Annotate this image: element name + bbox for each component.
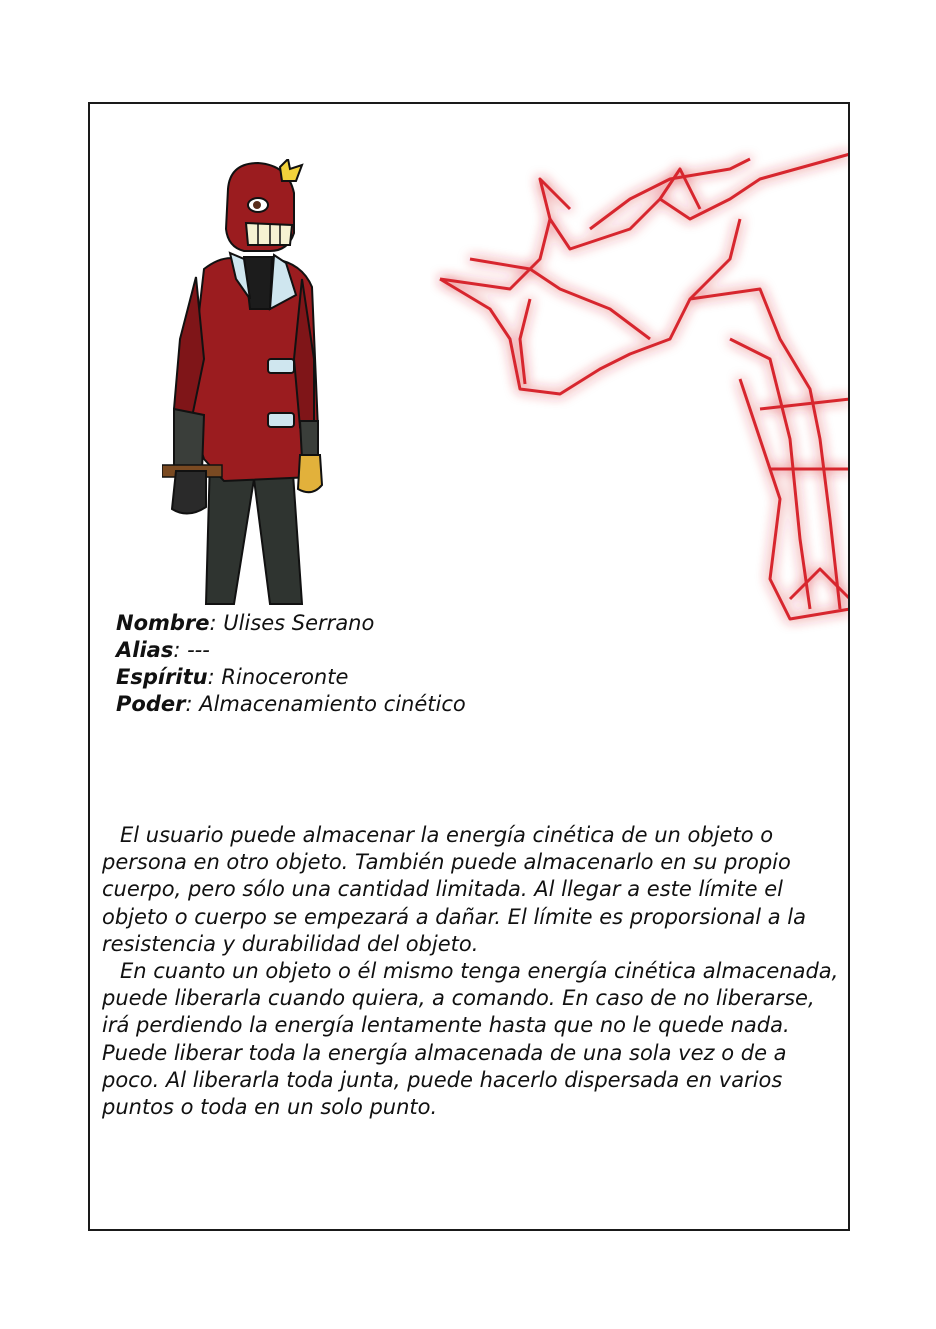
name-row — [116, 610, 466, 637]
separator: : — [185, 692, 200, 716]
separator: : — [173, 638, 188, 662]
masked-character-illustration — [162, 159, 342, 609]
power-label: Poder — [116, 692, 186, 716]
profile-info — [116, 610, 466, 718]
power-description — [102, 822, 842, 1121]
rhino-spirit-sketch-icon — [430, 139, 850, 659]
spirit-row — [116, 664, 466, 691]
description-paragraph: El usuario puede almacenar la energía cinética de un objeto o persona en otro objeto. También puede almacenarlo en su propio cuerpo, pero sólo una cantidad limitada. Al llegar a este límite el objeto o cuerpo se empezará a dañar. El límite es proporsional a la resistencia y durabilidad del objeto. — [102, 823, 806, 956]
separator: : — [209, 611, 224, 635]
separator: : — [207, 665, 222, 689]
description-paragraph: En cuanto un objeto o él mismo tenga energía cinética almacenada, puede liberarla cuando quiera, a comando. En caso de no liberarse, irá perdiendo la energía lentamente hasta que no le quede nada. Puede liberar toda la energía almacenada de una sola vez o de a poco. Al liberarla toda junta, puede hacerlo dispersada en varios puntos o toda en un solo punto. — [102, 959, 839, 1120]
comic-panel — [88, 102, 850, 1231]
power-value: Almacenamiento cinético — [199, 692, 466, 716]
name-label: Nombre — [116, 611, 210, 635]
alias-label: Alias — [116, 638, 174, 662]
spirit-label: Espíritu — [116, 665, 208, 689]
spirit-value: Rinoceronte — [221, 665, 349, 689]
alias-row — [116, 637, 466, 664]
alias-value: --- — [187, 638, 210, 662]
name-value: Ulises Serrano — [223, 611, 375, 635]
power-row — [116, 691, 466, 718]
